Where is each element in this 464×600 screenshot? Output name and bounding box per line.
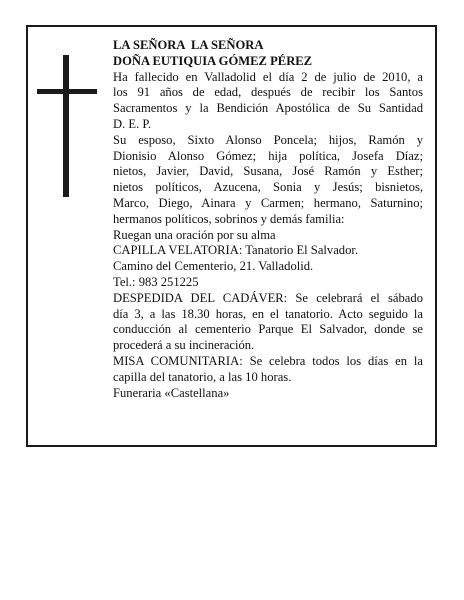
family-line: Su esposo, Sixto Alonso Poncela; hijos, Ramón y xyxy=(113,132,423,147)
obituary-text xyxy=(113,38,423,401)
family-line: hermanos políticos, sobrinos y demás familia: xyxy=(113,211,345,226)
cross-icon xyxy=(37,55,97,197)
death-line: los 91 años de edad, después de recibir los Santos xyxy=(113,85,423,100)
family-line: Dionisio Alonso Gómez; hija política, Josefa Díaz; xyxy=(113,148,423,163)
farewell-line: procederá a su incineración. xyxy=(113,338,255,353)
family-line: Marco, Diego, Ainara y Carmen; hermano, Saturnino; xyxy=(113,195,423,210)
prayer-request: Ruegan una oración por su alma xyxy=(113,227,276,242)
rip-line: D. E. P. xyxy=(113,116,152,131)
death-line: Ha fallecido en Valladolid el día 2 de julio de 2010, a xyxy=(113,69,423,84)
death-line: Sacramentos y la Bendición Apostólica de Su Santidad xyxy=(113,101,423,116)
funeral-home: Funeraria «Castellana» xyxy=(113,385,230,400)
farewell-line: día 3, a las 18.30 horas, en el tanatorio. Acto seguido la xyxy=(113,306,423,321)
mass-line: capilla del tanatorio, a las 10 horas. xyxy=(113,369,292,384)
deceased-name: DOÑA EUTIQUIA GÓMEZ PÉREZ xyxy=(113,53,313,68)
family-line: nietos políticos, Azucena, Sonia y Jesús; bisnietos, xyxy=(113,180,423,195)
chapel-line: CAPILLA VELATORIA: Tanatorio El Salvador. xyxy=(113,243,359,258)
chapel-phone: Tel.: 983 251225 xyxy=(113,274,199,289)
farewell-line: conducción al cementerio Parque El Salvador, donde se xyxy=(113,322,423,337)
cross-vertical-bar xyxy=(63,55,69,197)
farewell-line: DESPEDIDA DEL CADÁVER: Se celebrará el sábado xyxy=(113,290,423,305)
header-line-1: LA SEÑORA LA SEÑORA xyxy=(113,38,264,52)
chapel-address: Camino del Cementerio, 21. Valladolid. xyxy=(113,259,314,274)
mass-line: MISA COMUNITARIA: Se celebra todos los días en la xyxy=(113,353,423,368)
cross-horizontal-bar xyxy=(37,89,97,94)
family-line: nietos, Javier, David, Susana, José Ramón y Esther; xyxy=(113,164,423,179)
